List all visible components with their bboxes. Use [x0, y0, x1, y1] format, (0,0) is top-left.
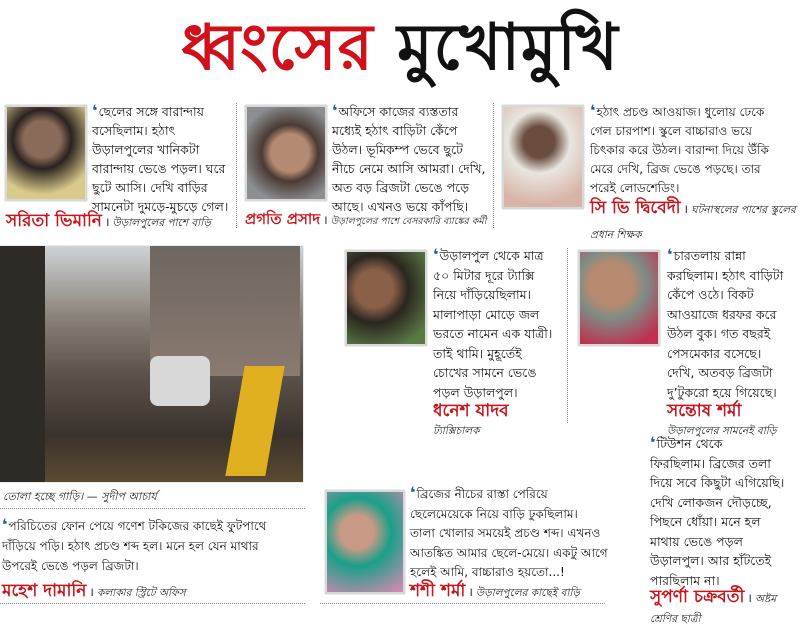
quote-line: চোখের সামনে ভেঙে [433, 365, 537, 380]
separator: । [683, 202, 689, 216]
quote-line: পরেই লোডশেডিং। [590, 181, 680, 195]
quote-line: চিৎকার করে উঠল। বারান্দা দিয়ে উঁকি [590, 143, 769, 157]
divider [236, 103, 237, 228]
quote-line: ছেলের সঙ্গে বারান্দায় [98, 104, 205, 119]
divider [567, 248, 568, 423]
role-pragati: উড়ালপুলের পাশে বেসরকারি ব্যাঙ্কের কর্মী [330, 216, 487, 227]
byline-pragati [245, 208, 486, 233]
quote-line: মধ্যেই হঠাৎ বাড়িটা কেঁপে [332, 123, 458, 138]
portrait-santosh [578, 250, 660, 346]
byline-mahesh [2, 578, 186, 606]
portrait-sarita [5, 105, 87, 201]
quote-mark-icon: ❛ [667, 245, 673, 264]
quote-line: মালাপাড়া মোড়ে জল [433, 306, 540, 322]
quote-mark-icon: ❛ [2, 515, 8, 534]
quote-line: কেঁপে ওঠে। বিকট [667, 287, 754, 302]
quote-line: পারছিলাম না। [650, 572, 720, 588]
portrait-shashi [325, 490, 405, 594]
role-sarita: উড়ালপুলের পাশে বাড়ি [112, 217, 211, 229]
quote-dhanesh [433, 245, 552, 402]
quote-line: উপরেই ভেঙে পড়ল ব্রিজটা। [2, 559, 139, 573]
byline-sarita [6, 208, 211, 236]
role-mahesh: কলাকার স্ট্রিটে অফিস [96, 587, 186, 599]
quote-line: ভরতে নামেন এক যাত্রী। [433, 326, 553, 341]
quote-line: আতঙ্কিত আমার ছেলে-মেয়ে। একটু আগে [410, 545, 608, 560]
quote-line: পরিচিতের ফোন পেয়ে গণেশ টকিজের কাছেই ফুটপাথে [8, 519, 267, 533]
quote-mark-icon: ❛ [410, 483, 416, 502]
role-santosh: উড়ালপুলের সামনেই বাড়ি [667, 425, 777, 437]
headline-part-1: ধ্বংসের [181, 11, 374, 85]
quote-line: পেসমেকার বসেছে। [667, 345, 762, 361]
byline-dhanesh [433, 402, 509, 440]
role-suparna-2: শ্রেণির ছাত্রী [650, 613, 701, 625]
quote-line: টিউশন থেকে [656, 436, 723, 451]
quote-mark-icon: ❛ [332, 101, 338, 120]
role-suparna: অষ্টম [754, 593, 777, 605]
quote-line: চারতলায় রান্না [673, 248, 746, 263]
quote-line: তাই থামি। মুহূর্তেই [433, 345, 522, 361]
portrait-dwivedi [502, 105, 584, 209]
quote-line: উঠল। ভূমিকম্প ভেবে ছুটে [332, 142, 463, 157]
name-shashi: শশী শর্মা [410, 581, 466, 601]
quote-line: পড়ল উড়ালপুল। [433, 384, 518, 400]
name-sarita: সরিতা ভিমানি [6, 211, 102, 231]
separator: । [468, 585, 473, 599]
name-mahesh: মহেশ দামানি [2, 581, 87, 601]
separator: । [104, 215, 110, 229]
quote-line: উড়ালপুল। আর হাঁটতেই [650, 553, 772, 568]
divider [493, 103, 494, 228]
quote-santosh [667, 245, 783, 402]
quote-line: পিছনে ধোঁয়া। মনে হল [650, 514, 761, 529]
quote-line: ফিরছিলাম। ব্রিজের তলা [650, 455, 771, 471]
role-dwivedi-2: প্রধান শিক্ষক [590, 229, 642, 241]
role-dhanesh: ট্যাক্সিচালক [433, 425, 480, 437]
headline [0, 8, 800, 88]
quote-pragati [332, 101, 486, 216]
quote-line: ব্রিজের নীচের রাস্তা পেরিয়ে [416, 487, 548, 501]
quote-line: মাথায় ভেঙে পড়ল [650, 533, 743, 549]
separator: । [747, 591, 752, 605]
quote-line: নিয়ে দাঁড়িয়েছিলাম। [433, 287, 531, 302]
byline-suparna [650, 588, 776, 628]
quote-line: ৫০ মিটার দূরে ট্যাক্সি [433, 267, 535, 283]
quote-line: বারান্দায় ভেঙে পড়ল। ঘরে [92, 161, 226, 176]
quote-line: দেখি লোকজন দৌড়চ্ছে, [650, 494, 772, 510]
quote-line: উড়ালপুল থেকে মাত্র [439, 248, 544, 263]
quote-line: ছুটে আসি। দেখি বাড়ির [92, 180, 208, 195]
headline-part-2: মুখোমুখি [397, 11, 619, 85]
quote-line: দু’টুকরো হয়ে গিয়েছে। [667, 384, 777, 400]
quote-line: আছে। এখনও ভয়ে কাঁপছি। [332, 199, 469, 214]
quote-sarita [92, 101, 228, 216]
quote-mark-icon: ❛ [433, 245, 439, 264]
quote-line: বসেছিলাম। হঠাৎ [92, 123, 176, 138]
quote-mahesh [2, 515, 266, 576]
role-shashi: উড়ালপুলের কাছেই বাড়ি [475, 587, 580, 599]
quote-line: উঠল বুক। গত বছরই [667, 326, 771, 341]
separator: । [89, 585, 94, 599]
quote-mark-icon: ❛ [92, 101, 98, 120]
quote-mark-icon: ❛ [650, 433, 656, 452]
name-dhanesh: ধনেশ যাদব [433, 401, 509, 421]
quote-line: তালা খোলার সময়েই প্রচণ্ড শব্দ। এখনও [410, 526, 601, 540]
portrait-dhanesh [345, 250, 427, 346]
separator: । [323, 213, 328, 227]
quote-line: আওয়াজে ধরফর করে [667, 306, 777, 322]
quote-line: হলেই আমি, বাচ্চারাও হয়তো...! [410, 565, 565, 579]
quote-shashi [410, 483, 608, 583]
quote-line: দেখি, অতবড় ব্রিজটা [667, 365, 773, 380]
quote-line: গেল চারপাশ। স্কুলে বাচ্চারাও ভয়ে [590, 124, 752, 138]
quote-dwivedi [590, 101, 769, 198]
quote-line: সামনেটা দুমড়ে-মুচড়ে গেল। [92, 199, 229, 214]
byline-shashi [410, 578, 580, 606]
quote-line: করছিলাম। হঠাৎ বাড়িটা [667, 267, 784, 283]
name-suparna: সুপর্ণা চক্রবর্তী [650, 587, 745, 607]
quote-line: দিয়ে সবে কিছুটা এগিয়েছি। [650, 475, 785, 490]
quote-line: হঠাৎ প্রচণ্ড আওয়াজ। ধুলোয় ঢেকে [596, 105, 765, 119]
quote-line: অত বড় ব্রিজটা ভেঙে পড়ে [332, 180, 470, 195]
role-dwivedi: ঘটনাস্থলের পাশের স্কুলের [691, 204, 796, 216]
quote-line: অফিসে কাজের ব্যস্ততার [338, 104, 459, 119]
quote-mark-icon: ❛ [590, 101, 596, 120]
quote-suparna [650, 433, 784, 590]
byline-dwivedi [590, 195, 796, 245]
main-photo-bridge-collapse [0, 246, 303, 482]
name-santosh: সন্তোষ শর্মা [667, 401, 742, 421]
divider [0, 508, 305, 509]
name-dwivedi: সি ভি দ্বিবেদী [590, 198, 681, 218]
name-pragati: প্রগতি প্রসাদ [245, 210, 321, 228]
quote-line: উড়ালপুলের খানিকটা [92, 142, 200, 157]
portrait-pragati [245, 105, 327, 201]
quote-line: দাঁড়িয়ে পড়ি। হঠাৎ প্রচণ্ড শব্দ হল। মনে হল যেন মাথার [2, 539, 259, 553]
quote-line: ছেলেমেয়েকে নিয়ে বাড়ি ঢুকছিলাম। [410, 506, 578, 521]
main-photo-caption: তোলা হচ্ছে গাড়ি। — সুদীপ আচার্য [3, 490, 157, 503]
quote-line: নীচে নেমে আসি আমরা। দেখি, [332, 161, 486, 176]
quote-line: মেরে দেখি, ব্রিজ ভেঙে পড়ছে। তার [590, 162, 761, 176]
